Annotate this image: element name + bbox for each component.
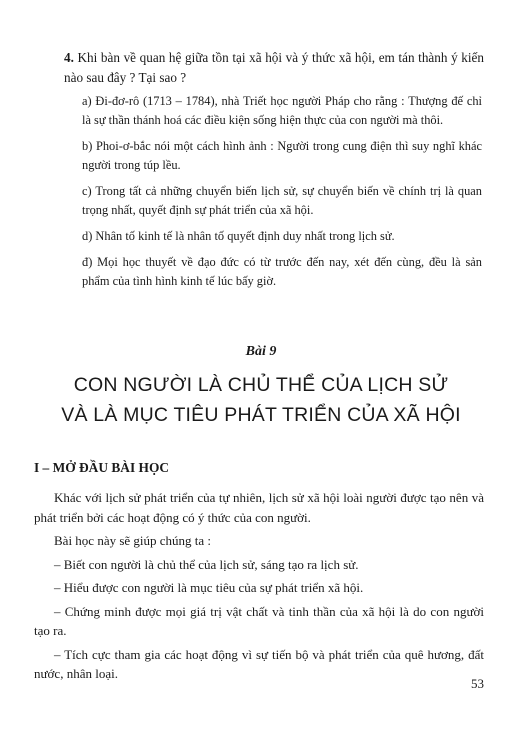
page-number: 53 bbox=[471, 676, 484, 691]
objective-item: – Biết con người là chủ thể của lịch sử, sáng tạo ra lịch sử. bbox=[54, 556, 359, 572]
option-c: c) Trong tất cả những chuyển biến lịch sử, sự chuyển biến về chính trị là quan trọng nhất, quyết định sự phát triển của xã hội. bbox=[82, 184, 482, 217]
answer-options bbox=[82, 92, 482, 298]
intro-paragraph: Khác với lịch sử phát triển của tự nhiên, lịch sử xã hội loài người được tạo nên và phát triển bởi các hoạt động có ý thức của con người. bbox=[34, 490, 484, 525]
intro-body bbox=[34, 488, 484, 688]
question-text: Khi bàn về quan hệ giữa tồn tại xã hội và ý thức xã hội, em tán thành ý kiến nào sau đây ? Tại sao ? bbox=[64, 50, 484, 85]
objective-item: – Hiểu được con người là mục tiêu của sự phát triển xã hội. bbox=[54, 580, 364, 595]
objective-item: – Tích cực tham gia các hoạt động vì sự tiến bộ và phát triển của quê hương, đất nước, nhân loại. bbox=[34, 646, 484, 681]
question-number: 4. bbox=[64, 50, 74, 65]
option-dd: đ) Mọi học thuyết về đạo đức có từ trước đến nay, xét đến cùng, đều là sản phẩm của tình hình kinh tế lúc bấy giờ. bbox=[82, 255, 482, 288]
lesson-title bbox=[0, 370, 522, 430]
lesson-title-line-1: CON NGƯỜI LÀ CHỦ THỂ CỦA LỊCH SỬ bbox=[73, 374, 449, 396]
lesson-number: Bài 9 bbox=[245, 344, 277, 359]
intro-lead: Bài học này sẽ giúp chúng ta : bbox=[54, 533, 212, 548]
question-4 bbox=[64, 48, 484, 88]
option-a: a) Đi-đơ-rô (1713 – 1784), nhà Triết học người Pháp cho rằng : Thượng đế chỉ là sự thần thánh hoá các điều kiện sống hiện thực của con người mà thôi. bbox=[82, 94, 482, 127]
option-b: b) Phoi-ơ-bắc nói một cách hình ảnh : Người trong cung điện thì suy nghĩ khác người trong túp lều. bbox=[82, 139, 482, 172]
lesson-title-line-2: VÀ LÀ MỤC TIÊU PHÁT TRIỂN CỦA XÃ HỘI bbox=[61, 404, 461, 426]
option-d: d) Nhân tố kinh tế là nhân tố quyết định duy nhất trong lịch sử. bbox=[82, 229, 395, 243]
objective-item: – Chứng minh được mọi giá trị vật chất và tinh thần của xã hội là do con người tạo ra. bbox=[34, 603, 484, 638]
section-heading: I – MỞ ĐẦU BÀI HỌC bbox=[34, 460, 170, 475]
